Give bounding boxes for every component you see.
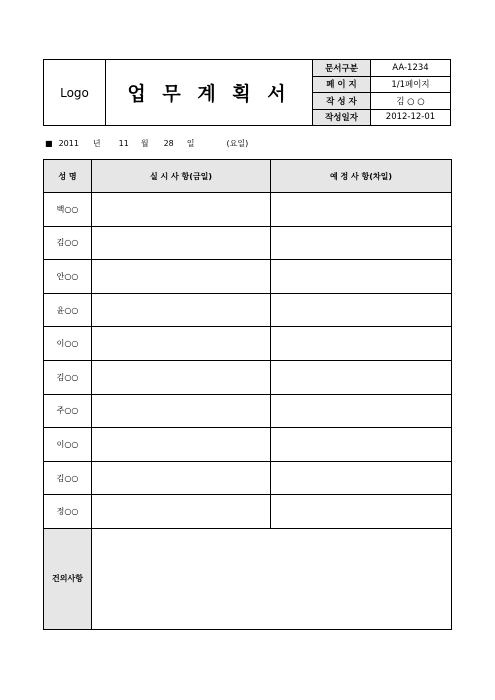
done-cell[interactable] [92, 394, 271, 428]
meta-label: 작성일자 [313, 110, 371, 126]
done-cell[interactable] [92, 293, 271, 327]
done-cell[interactable] [92, 226, 271, 260]
meta-value: 1/1페이지 [391, 80, 430, 91]
plan-cell[interactable] [271, 327, 452, 361]
column-header-plan: 예 정 사 항(차일) [271, 160, 452, 193]
date-day: 28 [163, 138, 174, 148]
meta-label: 문서구분 [313, 60, 371, 76]
date-weekday: (요일) [226, 138, 249, 148]
meta-label: 작 성 자 [313, 93, 371, 109]
meta-row-date [313, 110, 450, 126]
date-month: 11 [118, 138, 129, 148]
row-name: 김○○ [44, 360, 92, 394]
plan-cell[interactable] [271, 260, 452, 294]
meta-value: 2012-12-01 [385, 112, 436, 123]
suggestion-row [44, 528, 452, 629]
done-cell[interactable] [92, 461, 271, 495]
document-title: 업 무 계 획 서 [106, 60, 313, 125]
row-name: 김○○ [44, 226, 92, 260]
table-row [44, 293, 452, 327]
plan-cell[interactable] [271, 360, 452, 394]
meta-value: AA-1234 [392, 62, 429, 73]
table-row [44, 260, 452, 294]
table-row [44, 461, 452, 495]
plan-cell[interactable] [271, 495, 452, 529]
table-row [44, 226, 452, 260]
column-header-done: 실 시 사 항(금일) [92, 160, 271, 193]
done-cell[interactable] [92, 428, 271, 462]
row-name: 정○○ [44, 495, 92, 529]
date-day-unit: 일 [186, 138, 195, 148]
suggestion-cell[interactable] [92, 528, 452, 629]
done-cell[interactable] [92, 260, 271, 294]
plan-cell[interactable] [271, 293, 452, 327]
row-name: 백○○ [44, 193, 92, 227]
row-name: 이○○ [44, 327, 92, 361]
table-header-row [44, 160, 452, 193]
plan-cell[interactable] [271, 226, 452, 260]
bullet-icon: ■ [45, 138, 53, 148]
suggestion-label: 건의사항 [44, 528, 92, 629]
done-cell[interactable] [92, 327, 271, 361]
meta-row-page [313, 77, 450, 94]
table-row [44, 495, 452, 529]
logo: Logo [44, 60, 106, 125]
row-name: 이○○ [44, 428, 92, 462]
plan-cell[interactable] [271, 193, 452, 227]
meta-row-doc-type [313, 60, 450, 77]
column-header-name: 성 명 [44, 160, 92, 193]
date-line [45, 136, 248, 150]
table-row [44, 428, 452, 462]
plan-cell[interactable] [271, 428, 452, 462]
row-name: 주○○ [44, 394, 92, 428]
plan-cell[interactable] [271, 394, 452, 428]
done-cell[interactable] [92, 495, 271, 529]
work-plan-table [43, 159, 452, 630]
table-row [44, 193, 452, 227]
meta-value: 김 ○ ○ [396, 96, 425, 107]
table-row [44, 327, 452, 361]
row-name: 안○○ [44, 260, 92, 294]
date-month-unit: 월 [140, 138, 149, 148]
date-year-unit: 년 [92, 138, 101, 148]
row-name: 김○○ [44, 461, 92, 495]
meta-row-author [313, 93, 450, 110]
row-name: 윤○○ [44, 293, 92, 327]
document-meta [313, 60, 450, 125]
table-row [44, 394, 452, 428]
meta-label: 페 이 지 [313, 77, 371, 93]
date-year: 2011 [58, 138, 79, 148]
done-cell[interactable] [92, 193, 271, 227]
document-header [43, 59, 451, 126]
plan-cell[interactable] [271, 461, 452, 495]
done-cell[interactable] [92, 360, 271, 394]
table-row [44, 360, 452, 394]
